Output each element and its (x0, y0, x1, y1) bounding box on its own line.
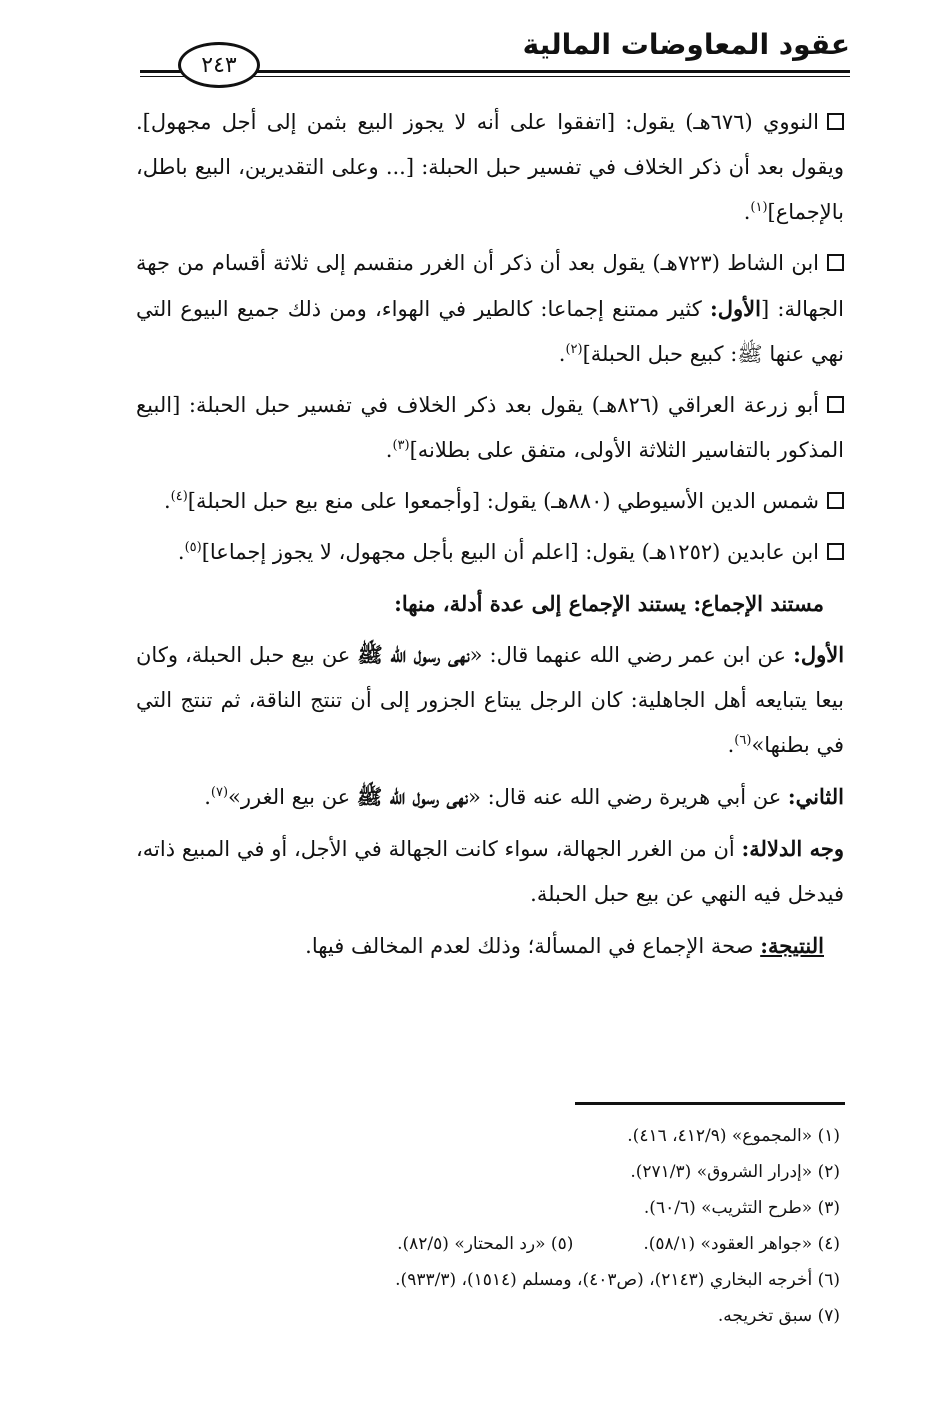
quote-text: ابن الشاط (٧٢٣هـ) يقول بعد أن ذكر أن الغرر منقسم إلى ثلاثة أقسام من جهة الجهالة: [ (136, 251, 844, 321)
footnote-6: (٦) أخرجه البخاري (٢١٤٣)، (ص٤٠٣)، ومسلم (١٥١٤)، (٩٣٣/٣). (395, 1270, 840, 1290)
evidence-second: الثاني: عن أبي هريرة رضي الله عنه قال: «نهى رسول الله ﷺ عن بيع الغرر»$^{(٧)}$. (204, 784, 844, 809)
evidence-label: الثاني: (787, 784, 844, 809)
footnote-1: (١) «المجموع» (٤١٢/٩، ٤١٦). (627, 1126, 840, 1146)
checkbox-bullet-icon (827, 254, 844, 271)
wajh-text: أن من الغرر الجهالة، سواء كانت الجهالة في الأجل، أو في المبيع ذاته، فيدخل فيه النهي عن بيع حبل الحبلة. (136, 837, 844, 906)
footnote-2: (٢) «إدرار الشروق» (٢٧١/٣). (630, 1162, 840, 1182)
footnote-4: (٤) «جواهر العقود» (٥٨/١). (643, 1234, 840, 1254)
evidence-text-tail: عن بيع حبل الحبلة، وكان بيعا يتبايعه أهل الجاهلية: كان الرجل يبتاع الجزور إلى أن تنتج الناقة، ثم تنتج التي في بطنها» (136, 643, 844, 757)
checkbox-bullet-icon (827, 113, 844, 130)
running-header-title: عقود المعاوضات المالية (522, 28, 850, 61)
quote-item: شمس الدين الأسيوطي (٨٨٠هـ) يقول: [وأجمعوا على منع بيع حبل الحبلة]$^{(٤)}$. (136, 479, 844, 524)
page-number-badge (178, 42, 260, 88)
hadith-bold: نهى رسول الله ﷺ (356, 784, 469, 809)
footnote-5: (٥) «رد المحتار» (٨٢/٥). (397, 1234, 574, 1254)
quote-item: أبو زرعة العراقي (٨٢٦هـ) يقول بعد ذكر الخلاف في تفسير حبل الحبلة: [البيع المذكور بالتفاسير الثلاثة الأولى، متفق على بطلانه]$^{(٣)}$. (136, 393, 844, 462)
result-text: صحة الإجماع في المسألة؛ وذلك لعدم المخالف فيها. (305, 934, 761, 958)
main-text (136, 100, 844, 975)
footnote-ref: (٦) (734, 733, 752, 748)
footnote-ref: (٣) (392, 438, 410, 453)
footnotes (140, 1118, 840, 1334)
evidence-text: عن أبي هريرة رضي الله عنه قال: « (468, 785, 788, 809)
quote-text-tail: كثير ممتنع إجماعا: كالطير في الهواء، ومن ذلك جميع البيوع التي نهي عنها ﷺ: كبيع حبل الحبلة] (136, 297, 844, 366)
quote-item: ابن الشاط (٧٢٣هـ) يقول بعد أن ذكر أن الغرر منقسم إلى ثلاثة أقسام من جهة الجهالة: [الأول: كثير ممتنع إجماعا: كالطير في الهواء، ومن ذلك جميع البيوع التي نهي عنها ﷺ: كبيع حبل الحبلة]$^{(٢)}$. (136, 251, 844, 366)
result-label: النتيجة: (760, 933, 824, 958)
footnote-ref: (١) (750, 200, 768, 215)
footnote-separator (575, 1102, 845, 1105)
checkbox-bullet-icon (827, 492, 844, 509)
wajh-dalala (136, 826, 844, 917)
quote-item: ابن عابدين (١٢٥٢هـ) يقول: [اعلم أن البيع بأجل مجهول، لا يجوز إجماعا]$^{(٥)}$. (136, 530, 844, 575)
footnote-row-4-5 (140, 1226, 840, 1262)
footnote-ref: (٢) (565, 342, 583, 357)
evidence-first: الأول: عن ابن عمر رضي الله عنهما قال: «نهى رسول الله ﷺ عن بيع حبل الحبلة، وكان بيعا يتبايعه أهل الجاهلية: كان الرجل يبتاع الجزور إلى أن تنتج الناقة، ثم تنتج التي في بطنها»$^{(٦)}$. (136, 642, 845, 757)
quote-bold: الأول: (710, 296, 761, 321)
footnote-ref: (٧) (210, 785, 229, 800)
evidence-text-tail: عن بيع الغرر» (228, 785, 357, 809)
hadith-bold: نهى رسول الله ﷺ (357, 642, 470, 667)
checkbox-bullet-icon (827, 396, 844, 413)
evidence-label: الأول: (793, 642, 845, 667)
quote-text: النووي (٦٧٦هـ) يقول: [اتفقوا على أنه لا يجوز البيع بثمن إلى أجل مجهول]. ويقول بعد أن ذكر الخلاف في تفسير حبل الحبلة: [... وعلى التقديرين، البيع باطل، بالإجماع] (136, 110, 844, 224)
footnote-7: (٧) سبق تخريجه. (717, 1306, 840, 1326)
quote-text: ابن عابدين (١٢٥٢هـ) يقول: [اعلم أن البيع بأجل مجهول، لا يجوز إجماعا] (201, 540, 819, 564)
quote-item: النووي (٦٧٦هـ) يقول: [اتفقوا على أنه لا يجوز البيع بثمن إلى أجل مجهول]. ويقول بعد أن ذكر الخلاف في تفسير حبل الحبلة: [... وعلى التقديرين، البيع باطل، بالإجماع]$^{(١)}$. (136, 110, 844, 224)
section-heading: مستند الإجماع: يستند الإجماع إلى عدة أدلة، منها: (394, 591, 824, 616)
quote-text: شمس الدين الأسيوطي (٨٨٠هـ) يقول: [وأجمعوا على منع بيع حبل الحبلة] (187, 489, 819, 513)
result (136, 923, 844, 969)
checkbox-bullet-icon (827, 543, 844, 560)
footnote-ref: (٤) (170, 489, 188, 504)
footnote-3: (٣) «طرح التثريب» (٦٠/٦). (643, 1198, 840, 1218)
evidence-text: عن ابن عمر رضي الله عنهما قال: « (469, 643, 794, 667)
quote-text: أبو زرعة العراقي (٨٢٦هـ) يقول بعد ذكر الخلاف في تفسير حبل الحبلة: [البيع المذكور بالتفاسير الثلاثة الأولى، متفق على بطلانه] (136, 393, 844, 462)
footnote-ref: (٥) (184, 540, 202, 555)
page-number: ٢٤٣ (201, 52, 237, 78)
wajh-label: وجه الدلالة: (741, 836, 844, 861)
